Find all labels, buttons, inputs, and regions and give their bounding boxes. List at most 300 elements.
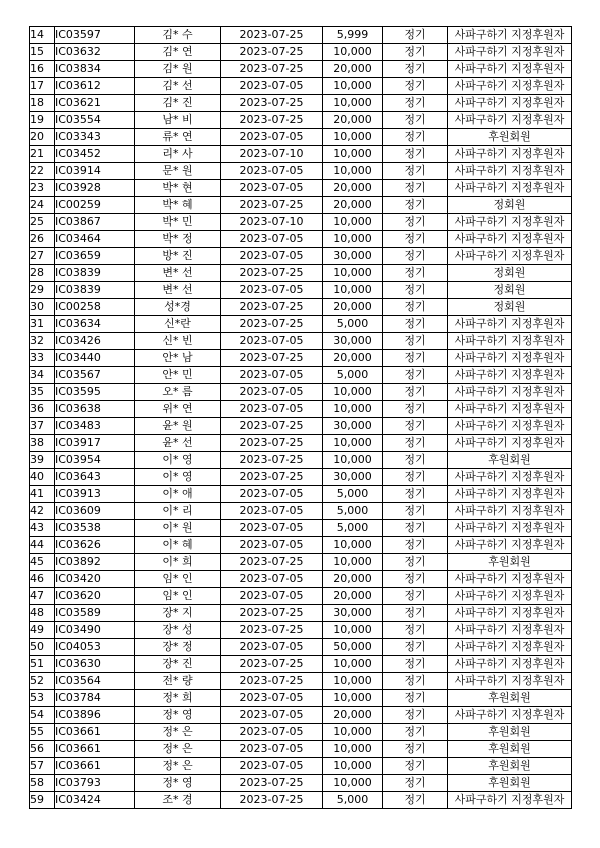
donation-type: 정기: [383, 44, 448, 61]
donor-name: 이* 혜: [135, 537, 221, 554]
donation-amount: 5,000: [323, 792, 383, 809]
donation-type: 정기: [383, 452, 448, 469]
donation-date: 2023-07-25: [221, 673, 323, 690]
donation-amount: 30,000: [323, 605, 383, 622]
donation-date: 2023-07-05: [221, 231, 323, 248]
donation-type: 정기: [383, 384, 448, 401]
table-row: [30, 401, 572, 418]
donation-amount: 5,000: [323, 503, 383, 520]
donor-name: 이* 희: [135, 554, 221, 571]
row-number: 42: [30, 503, 55, 520]
donation-amount: 10,000: [323, 265, 383, 282]
donor-category: 사파구하기 지정후원자: [448, 78, 572, 95]
donation-type: 정기: [383, 741, 448, 758]
donor-id: IC03424: [55, 792, 135, 809]
donor-category: 사파구하기 지정후원자: [448, 622, 572, 639]
donor-category: 사파구하기 지정후원자: [448, 333, 572, 350]
row-number: 21: [30, 146, 55, 163]
donation-date: 2023-07-25: [221, 299, 323, 316]
donor-name: 이* 애: [135, 486, 221, 503]
donation-amount: 20,000: [323, 350, 383, 367]
donor-name: 성*경: [135, 299, 221, 316]
donor-category: 사파구하기 지정후원자: [448, 673, 572, 690]
donor-id: IC03564: [55, 673, 135, 690]
donation-date: 2023-07-05: [221, 78, 323, 95]
donation-type: 정기: [383, 486, 448, 503]
donation-type: 정기: [383, 639, 448, 656]
donor-category: 사파구하기 지정후원자: [448, 248, 572, 265]
donor-category: 후원회원: [448, 758, 572, 775]
table-row: [30, 44, 572, 61]
donor-id: IC03630: [55, 656, 135, 673]
donation-amount: 50,000: [323, 639, 383, 656]
donor-name: 전* 량: [135, 673, 221, 690]
donor-category: 후원회원: [448, 775, 572, 792]
donation-date: 2023-07-05: [221, 724, 323, 741]
donor-name: 남* 비: [135, 112, 221, 129]
table-row: [30, 265, 572, 282]
donor-id: IC03595: [55, 384, 135, 401]
donor-id: IC03483: [55, 418, 135, 435]
donation-amount: 10,000: [323, 537, 383, 554]
donation-date: 2023-07-05: [221, 639, 323, 656]
donation-date: 2023-07-10: [221, 146, 323, 163]
donor-id: IC03793: [55, 775, 135, 792]
donation-amount: 20,000: [323, 112, 383, 129]
donation-type: 정기: [383, 316, 448, 333]
table-row: [30, 95, 572, 112]
donation-amount: 10,000: [323, 214, 383, 231]
donation-amount: 10,000: [323, 690, 383, 707]
row-number: 44: [30, 537, 55, 554]
donation-type: 정기: [383, 350, 448, 367]
donation-type: 정기: [383, 588, 448, 605]
donation-amount: 10,000: [323, 554, 383, 571]
donor-category: 후원회원: [448, 724, 572, 741]
donor-category: 사파구하기 지정후원자: [448, 418, 572, 435]
donor-category: 사파구하기 지정후원자: [448, 656, 572, 673]
donor-category: 사파구하기 지정후원자: [448, 588, 572, 605]
donor-name: 장* 정: [135, 639, 221, 656]
row-number: 55: [30, 724, 55, 741]
donation-amount: 20,000: [323, 61, 383, 78]
row-number: 48: [30, 605, 55, 622]
table-row: [30, 503, 572, 520]
donor-name: 리* 사: [135, 146, 221, 163]
donor-name: 임* 인: [135, 571, 221, 588]
donation-date: 2023-07-05: [221, 401, 323, 418]
donor-id: IC03839: [55, 282, 135, 299]
donor-name: 김* 진: [135, 95, 221, 112]
donation-amount: 10,000: [323, 44, 383, 61]
row-number: 30: [30, 299, 55, 316]
table-row: [30, 622, 572, 639]
row-number: 35: [30, 384, 55, 401]
donor-category: 후원회원: [448, 690, 572, 707]
row-number: 31: [30, 316, 55, 333]
donor-category: 사파구하기 지정후원자: [448, 163, 572, 180]
donor-id: IC03620: [55, 588, 135, 605]
donation-date: 2023-07-05: [221, 333, 323, 350]
donor-name: 박* 혜: [135, 197, 221, 214]
table-row: [30, 282, 572, 299]
donation-date: 2023-07-25: [221, 197, 323, 214]
donation-type: 정기: [383, 537, 448, 554]
donation-type: 정기: [383, 401, 448, 418]
donation-type: 정기: [383, 27, 448, 44]
donation-date: 2023-07-05: [221, 503, 323, 520]
donor-name: 김* 선: [135, 78, 221, 95]
donor-category: 사파구하기 지정후원자: [448, 435, 572, 452]
table-row: [30, 163, 572, 180]
donor-id: IC03661: [55, 758, 135, 775]
table-row: [30, 571, 572, 588]
donation-type: 정기: [383, 78, 448, 95]
donor-name: 이* 원: [135, 520, 221, 537]
donor-name: 안* 남: [135, 350, 221, 367]
donor-category: 사파구하기 지정후원자: [448, 537, 572, 554]
table-row: [30, 248, 572, 265]
donation-date: 2023-07-10: [221, 214, 323, 231]
donation-date: 2023-07-25: [221, 452, 323, 469]
donation-type: 정기: [383, 248, 448, 265]
donation-date: 2023-07-25: [221, 44, 323, 61]
donor-name: 임* 인: [135, 588, 221, 605]
table-row: [30, 78, 572, 95]
donation-type: 정기: [383, 214, 448, 231]
donor-id: IC03597: [55, 27, 135, 44]
donor-id: IC03567: [55, 367, 135, 384]
donor-category: 사파구하기 지정후원자: [448, 367, 572, 384]
table-row: [30, 112, 572, 129]
donor-id: IC04053: [55, 639, 135, 656]
donation-date: 2023-07-05: [221, 741, 323, 758]
donation-amount: 10,000: [323, 163, 383, 180]
donor-category: 사파구하기 지정후원자: [448, 520, 572, 537]
row-number: 59: [30, 792, 55, 809]
donor-name: 위* 연: [135, 401, 221, 418]
donor-name: 장* 진: [135, 656, 221, 673]
donor-name: 변* 선: [135, 265, 221, 282]
donor-name: 정* 영: [135, 775, 221, 792]
donor-category: 사파구하기 지정후원자: [448, 180, 572, 197]
donor-id: IC03638: [55, 401, 135, 418]
donation-date: 2023-07-05: [221, 248, 323, 265]
donation-date: 2023-07-05: [221, 571, 323, 588]
donation-amount: 20,000: [323, 571, 383, 588]
row-number: 54: [30, 707, 55, 724]
donation-date: 2023-07-25: [221, 775, 323, 792]
donation-type: 정기: [383, 129, 448, 146]
donor-name: 김* 원: [135, 61, 221, 78]
donation-date: 2023-07-25: [221, 316, 323, 333]
donation-type: 정기: [383, 231, 448, 248]
donation-type: 정기: [383, 605, 448, 622]
donation-type: 정기: [383, 707, 448, 724]
donor-id: IC03621: [55, 95, 135, 112]
donor-category: 후원회원: [448, 554, 572, 571]
donor-category: 사파구하기 지정후원자: [448, 112, 572, 129]
donation-type: 정기: [383, 418, 448, 435]
table-row: [30, 656, 572, 673]
donation-amount: 10,000: [323, 282, 383, 299]
donation-type: 정기: [383, 163, 448, 180]
donor-id: IC03538: [55, 520, 135, 537]
row-number: 37: [30, 418, 55, 435]
row-number: 50: [30, 639, 55, 656]
donation-type: 정기: [383, 571, 448, 588]
table-row: [30, 333, 572, 350]
donor-name: 정* 은: [135, 758, 221, 775]
donation-type: 정기: [383, 333, 448, 350]
row-number: 23: [30, 180, 55, 197]
donation-amount: 10,000: [323, 758, 383, 775]
donor-name: 신*란: [135, 316, 221, 333]
table-row: [30, 639, 572, 656]
row-number: 29: [30, 282, 55, 299]
donor-category: 사파구하기 지정후원자: [448, 27, 572, 44]
donor-id: IC03426: [55, 333, 135, 350]
table-row: [30, 741, 572, 758]
table-row: [30, 61, 572, 78]
row-number: 17: [30, 78, 55, 95]
donor-id: IC03440: [55, 350, 135, 367]
donation-type: 정기: [383, 554, 448, 571]
donation-amount: 10,000: [323, 231, 383, 248]
donation-type: 정기: [383, 146, 448, 163]
donor-category: 사파구하기 지정후원자: [448, 707, 572, 724]
table-row: [30, 316, 572, 333]
donor-category: 사파구하기 지정후원자: [448, 44, 572, 61]
donor-name: 박* 민: [135, 214, 221, 231]
donor-category: 사파구하기 지정후원자: [448, 571, 572, 588]
row-number: 27: [30, 248, 55, 265]
donor-name: 박* 현: [135, 180, 221, 197]
donation-amount: 30,000: [323, 469, 383, 486]
donor-name: 정* 영: [135, 707, 221, 724]
donor-id: IC03954: [55, 452, 135, 469]
table-row: [30, 146, 572, 163]
donor-id: IC03896: [55, 707, 135, 724]
donation-amount: 10,000: [323, 724, 383, 741]
row-number: 25: [30, 214, 55, 231]
donation-type: 정기: [383, 61, 448, 78]
donation-amount: 10,000: [323, 622, 383, 639]
donor-name: 윤* 선: [135, 435, 221, 452]
table-row: [30, 775, 572, 792]
donation-amount: 10,000: [323, 741, 383, 758]
table-row: [30, 418, 572, 435]
donor-id: IC03659: [55, 248, 135, 265]
donation-type: 정기: [383, 367, 448, 384]
donor-category: 사파구하기 지정후원자: [448, 792, 572, 809]
donation-amount: 10,000: [323, 452, 383, 469]
donor-name: 김* 연: [135, 44, 221, 61]
donation-date: 2023-07-25: [221, 350, 323, 367]
donation-amount: 20,000: [323, 707, 383, 724]
table-row: [30, 554, 572, 571]
donation-amount: 10,000: [323, 775, 383, 792]
donation-date: 2023-07-25: [221, 112, 323, 129]
row-number: 39: [30, 452, 55, 469]
donation-amount: 10,000: [323, 656, 383, 673]
row-number: 49: [30, 622, 55, 639]
donor-name: 방* 진: [135, 248, 221, 265]
donation-amount: 5,999: [323, 27, 383, 44]
row-number: 34: [30, 367, 55, 384]
donor-name: 정* 희: [135, 690, 221, 707]
donor-category: 사파구하기 지정후원자: [448, 61, 572, 78]
donor-id: IC00258: [55, 299, 135, 316]
row-number: 47: [30, 588, 55, 605]
table-row: [30, 350, 572, 367]
donor-category: 사파구하기 지정후원자: [448, 503, 572, 520]
donor-id: IC03612: [55, 78, 135, 95]
donation-date: 2023-07-25: [221, 435, 323, 452]
donation-type: 정기: [383, 792, 448, 809]
donor-name: 김* 수: [135, 27, 221, 44]
donation-type: 정기: [383, 690, 448, 707]
donor-id: IC03464: [55, 231, 135, 248]
donation-amount: 10,000: [323, 78, 383, 95]
donor-id: IC03914: [55, 163, 135, 180]
donor-id: IC03661: [55, 741, 135, 758]
donation-type: 정기: [383, 282, 448, 299]
donation-date: 2023-07-05: [221, 282, 323, 299]
table-row: [30, 180, 572, 197]
donor-category: 사파구하기 지정후원자: [448, 146, 572, 163]
table-row: [30, 299, 572, 316]
donation-amount: 10,000: [323, 146, 383, 163]
donor-id: IC03490: [55, 622, 135, 639]
donation-type: 정기: [383, 197, 448, 214]
donation-amount: 30,000: [323, 248, 383, 265]
donation-amount: 20,000: [323, 197, 383, 214]
donation-amount: 20,000: [323, 299, 383, 316]
donor-name: 정* 은: [135, 741, 221, 758]
donor-name: 신* 빈: [135, 333, 221, 350]
donor-id: IC03867: [55, 214, 135, 231]
donation-date: 2023-07-05: [221, 758, 323, 775]
donor-id: IC03834: [55, 61, 135, 78]
donor-id: IC03452: [55, 146, 135, 163]
donation-date: 2023-07-25: [221, 469, 323, 486]
donation-date: 2023-07-05: [221, 707, 323, 724]
row-number: 51: [30, 656, 55, 673]
table-row: [30, 690, 572, 707]
donation-type: 정기: [383, 775, 448, 792]
row-number: 19: [30, 112, 55, 129]
table-row: [30, 792, 572, 809]
row-number: 18: [30, 95, 55, 112]
donor-id: IC03643: [55, 469, 135, 486]
donor-id: IC03913: [55, 486, 135, 503]
donation-amount: 5,000: [323, 316, 383, 333]
donor-name: 윤* 원: [135, 418, 221, 435]
donation-amount: 5,000: [323, 520, 383, 537]
donation-date: 2023-07-05: [221, 384, 323, 401]
row-number: 15: [30, 44, 55, 61]
donor-category: 사파구하기 지정후원자: [448, 469, 572, 486]
donor-name: 정* 은: [135, 724, 221, 741]
table-row: [30, 231, 572, 248]
donation-date: 2023-07-25: [221, 656, 323, 673]
table-row: [30, 673, 572, 690]
table-row: [30, 452, 572, 469]
donor-category: 사파구하기 지정후원자: [448, 350, 572, 367]
row-number: 56: [30, 741, 55, 758]
donation-amount: 10,000: [323, 384, 383, 401]
table-row: [30, 724, 572, 741]
donor-category: 사파구하기 지정후원자: [448, 639, 572, 656]
row-number: 28: [30, 265, 55, 282]
donation-date: 2023-07-05: [221, 163, 323, 180]
donation-amount: 10,000: [323, 95, 383, 112]
donation-amount: 20,000: [323, 180, 383, 197]
donor-category: 후원회원: [448, 741, 572, 758]
donor-category: 사파구하기 지정후원자: [448, 95, 572, 112]
donor-name: 안* 민: [135, 367, 221, 384]
row-number: 20: [30, 129, 55, 146]
donor-table-body: [30, 27, 572, 809]
row-number: 52: [30, 673, 55, 690]
row-number: 14: [30, 27, 55, 44]
donor-category: 사파구하기 지정후원자: [448, 401, 572, 418]
row-number: 16: [30, 61, 55, 78]
table-row: [30, 588, 572, 605]
donor-name: 조* 경: [135, 792, 221, 809]
donor-name: 이* 리: [135, 503, 221, 520]
donation-date: 2023-07-25: [221, 554, 323, 571]
donor-name: 이* 영: [135, 452, 221, 469]
donor-category: 후원회원: [448, 129, 572, 146]
donation-date: 2023-07-05: [221, 180, 323, 197]
row-number: 53: [30, 690, 55, 707]
donor-category: 후원회원: [448, 452, 572, 469]
table-row: [30, 537, 572, 554]
donor-id: IC00259: [55, 197, 135, 214]
donation-type: 정기: [383, 180, 448, 197]
donation-type: 정기: [383, 656, 448, 673]
donor-id: IC03420: [55, 571, 135, 588]
row-number: 24: [30, 197, 55, 214]
donation-amount: 30,000: [323, 418, 383, 435]
donation-date: 2023-07-05: [221, 486, 323, 503]
row-number: 26: [30, 231, 55, 248]
donor-category: 정회원: [448, 265, 572, 282]
donation-type: 정기: [383, 299, 448, 316]
table-row: [30, 367, 572, 384]
donation-date: 2023-07-05: [221, 690, 323, 707]
donor-category: 사파구하기 지정후원자: [448, 214, 572, 231]
donation-date: 2023-07-25: [221, 27, 323, 44]
table-row: [30, 486, 572, 503]
row-number: 32: [30, 333, 55, 350]
donor-id: IC03839: [55, 265, 135, 282]
table-row: [30, 27, 572, 44]
donor-id: IC03917: [55, 435, 135, 452]
donation-type: 정기: [383, 112, 448, 129]
donor-id: IC03609: [55, 503, 135, 520]
donation-date: 2023-07-25: [221, 622, 323, 639]
table-row: [30, 197, 572, 214]
donor-id: IC03343: [55, 129, 135, 146]
donation-type: 정기: [383, 758, 448, 775]
row-number: 36: [30, 401, 55, 418]
donor-category: 사파구하기 지정후원자: [448, 605, 572, 622]
donor-name: 장* 성: [135, 622, 221, 639]
donor-name: 류* 연: [135, 129, 221, 146]
